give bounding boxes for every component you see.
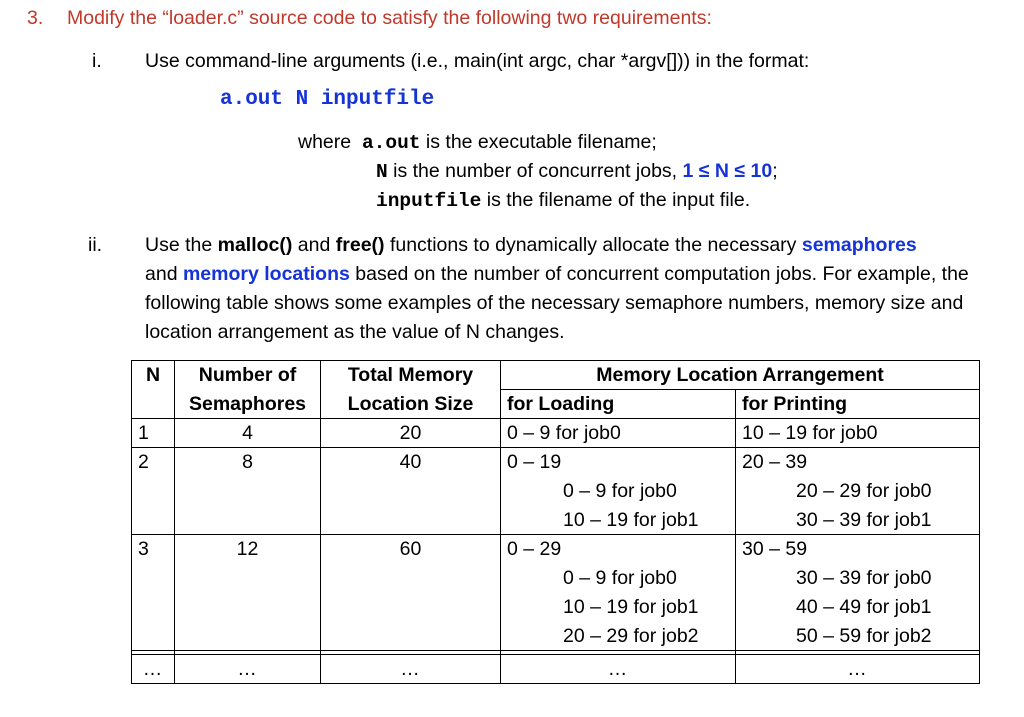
row2-n: 2	[132, 448, 175, 477]
row1-mem: 20	[321, 419, 501, 448]
blank-cell	[132, 506, 175, 535]
header-memory-2: Location Size	[321, 390, 501, 419]
blank-cell	[175, 506, 321, 535]
req2-text-part: functions to dynamically allocate the necessary	[384, 234, 802, 256]
blank-cell	[175, 477, 321, 506]
table-row	[132, 622, 980, 651]
blank-cell	[175, 593, 321, 622]
blank-cell	[132, 477, 175, 506]
row2-load-b: 10 – 19 for job1	[501, 506, 736, 535]
ellipsis-print: …	[736, 655, 980, 684]
blank-cell	[175, 564, 321, 593]
header-n-blank	[132, 390, 175, 419]
n-range: 1 ≤ N ≤ 10	[682, 160, 773, 182]
row3-load-b: 10 – 19 for job1	[501, 593, 736, 622]
req1-label: i.	[92, 50, 102, 72]
header-loading: for Loading	[501, 390, 736, 419]
req2-text	[145, 231, 1015, 347]
aout-desc: is the executable filename;	[425, 131, 657, 153]
n-end: ;	[772, 160, 778, 182]
table-row	[132, 448, 980, 477]
table-row	[132, 564, 980, 593]
blank-cell	[321, 593, 501, 622]
req2-text-part: based on the number of concurrent computation jobs. For example, the following table shows some examples of the necessary semaphore numbers, memory size and location arrangement as the value of N changes.	[145, 263, 969, 343]
input-desc: is the filename of the input file.	[486, 189, 751, 211]
blank-cell	[321, 477, 501, 506]
blank-cell	[132, 622, 175, 651]
req2-text-part: and	[145, 263, 183, 285]
req1-text: Use command-line arguments (i.e., main(int argc, char *argv[])) in the format:	[145, 50, 810, 72]
where-line-aout	[298, 131, 657, 154]
row3-load-a: 0 – 9 for job0	[501, 564, 736, 593]
row2-load-a: 0 – 9 for job0	[501, 477, 736, 506]
blank-cell	[132, 593, 175, 622]
n-code: N	[376, 161, 388, 183]
question-title: Modify the “loader.c” source code to satisfy the following two requirements:	[67, 7, 712, 29]
ellipsis-load: …	[501, 655, 736, 684]
row2-print: 20 – 39	[736, 448, 980, 477]
row1-n: 1	[132, 419, 175, 448]
where-word: where	[298, 131, 352, 153]
req2-text-part: and	[292, 234, 336, 256]
req2-label: ii.	[88, 234, 103, 256]
blank-cell	[321, 506, 501, 535]
n-desc: is the number of concurrent jobs,	[393, 160, 678, 182]
table-row	[132, 477, 980, 506]
row1-load: 0 – 9 for job0	[501, 419, 736, 448]
memory-locations-text: memory locations	[182, 263, 350, 285]
row2-print-a: 20 – 29 for job0	[736, 477, 980, 506]
where-line-input	[376, 189, 750, 212]
blank-cell	[321, 622, 501, 651]
header-arrangement: Memory Location Arrangement	[501, 361, 980, 390]
row3-load-c: 20 – 29 for job2	[501, 622, 736, 651]
header-n: N	[132, 361, 175, 390]
row3-print-b: 40 – 49 for job1	[736, 593, 980, 622]
row1-sem: 4	[175, 419, 321, 448]
ellipsis-n: …	[132, 655, 175, 684]
row3-mem: 60	[321, 535, 501, 564]
row2-print-b: 30 – 39 for job1	[736, 506, 980, 535]
row3-n: 3	[132, 535, 175, 564]
memory-table	[131, 360, 980, 684]
table-row-ellipsis	[132, 655, 980, 684]
where-line-n	[376, 160, 778, 183]
table-row	[132, 506, 980, 535]
header-printing: for Printing	[736, 390, 980, 419]
row3-load: 0 – 29	[501, 535, 736, 564]
question-heading	[27, 7, 712, 30]
header-semaphores-1: Number of	[175, 361, 321, 390]
table-row	[132, 419, 980, 448]
ellipsis-sem: …	[175, 655, 321, 684]
header-memory-1: Total Memory	[321, 361, 501, 390]
free-text: free()	[335, 234, 385, 256]
row3-print-a: 30 – 39 for job0	[736, 564, 980, 593]
row3-sem: 12	[175, 535, 321, 564]
question-number: 3.	[27, 7, 44, 29]
row3-print: 30 – 59	[736, 535, 980, 564]
table-row	[132, 535, 980, 564]
header-semaphores-2: Semaphores	[175, 390, 321, 419]
table-header-row	[132, 361, 980, 390]
blank-cell	[175, 622, 321, 651]
table-row	[132, 593, 980, 622]
table-header-row-2	[132, 390, 980, 419]
malloc-text: malloc()	[217, 234, 293, 256]
row2-sem: 8	[175, 448, 321, 477]
ellipsis-mem: …	[321, 655, 501, 684]
input-code: inputfile	[376, 190, 482, 212]
blank-cell	[321, 564, 501, 593]
semaphores-text: semaphores	[801, 234, 917, 256]
aout-code: a.out	[361, 132, 421, 154]
row2-mem: 40	[321, 448, 501, 477]
row1-print: 10 – 19 for job0	[736, 419, 980, 448]
row2-load: 0 – 19	[501, 448, 736, 477]
command-format: a.out N inputfile	[220, 88, 435, 111]
req2-text-part: Use the	[145, 234, 218, 256]
row3-print-c: 50 – 59 for job2	[736, 622, 980, 651]
blank-cell	[132, 564, 175, 593]
